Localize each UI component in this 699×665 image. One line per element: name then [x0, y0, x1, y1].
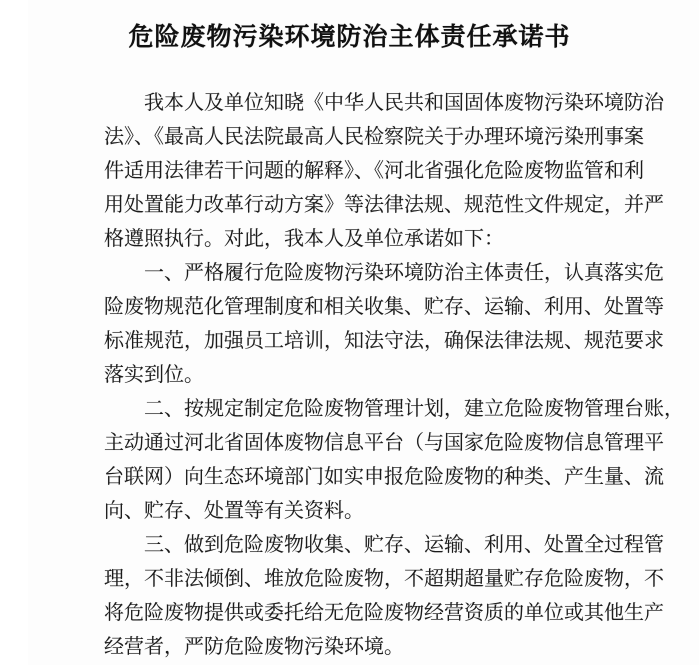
- text-line: 落实到位。: [104, 364, 204, 386]
- text-line: 格遵照执行。对此，我本人及单位承诺如下：: [104, 228, 504, 250]
- text-line: 主动通过河北省固体废物信息平台（与国家危险废物信息管理平: [104, 432, 664, 454]
- text-line: 一、严格履行危险废物污染环境防治主体责任，认真落实危: [144, 262, 664, 284]
- text-line: 件适用法律若干问题的解释》、《河北省强化危险废物监管和利: [104, 160, 644, 182]
- document-body: [104, 86, 684, 664]
- text-line: 台联网）向生态环境部门如实申报危险废物的种类、产生量、流: [104, 466, 664, 488]
- page-edge-strip: [0, 0, 28, 665]
- document-title: 危险废物污染环境防治主体责任承诺书: [128, 24, 571, 51]
- text-line: 将危险废物提供或委托给无危险废物经营资质的单位或其他生产: [104, 602, 664, 624]
- text-line: 理，不非法倾倒、堆放危险废物，不超期超量贮存危险废物，不: [104, 568, 664, 590]
- text-line: 向、贮存、处置等有关资料。: [104, 500, 364, 522]
- text-line: 标准规范，加强员工培训，知法守法，确保法律法规、规范要求: [104, 330, 664, 352]
- text-line: 我本人及单位知晓《中华人民共和国固体废物污染环境防治: [144, 92, 664, 114]
- text-line: 用处置能力改革行动方案》等法律法规、规范性文件规定，并严: [104, 194, 664, 216]
- text-line: 险废物规范化管理制度和相关收集、贮存、运输、利用、处置等: [104, 296, 664, 318]
- text-line: 经营者，严防危险废物污染环境。: [104, 636, 404, 658]
- text-line: 三、做到危险废物收集、贮存、运输、利用、处置全过程管: [144, 534, 664, 556]
- text-line: 法》、《最高人民法院最高人民检察院关于办理环境污染刑事案: [104, 126, 644, 148]
- text-line: 二、按规定制定危险废物管理计划，建立危险废物管理台账，: [144, 398, 684, 420]
